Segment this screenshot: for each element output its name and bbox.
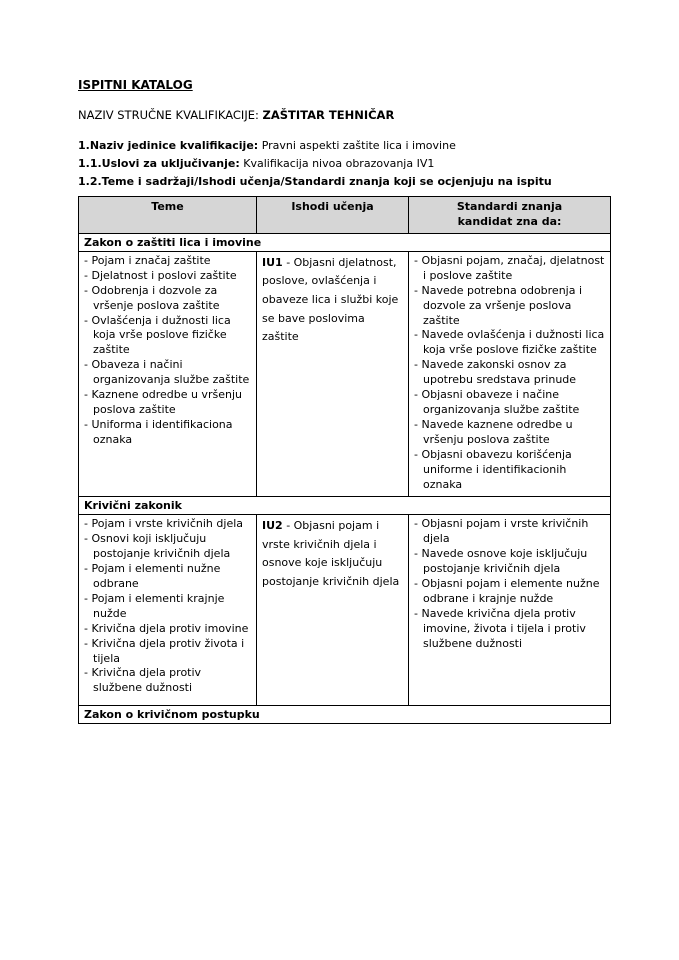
topics-heading-line bbox=[78, 173, 610, 191]
teme-list-item: - Osnovi koji isključuju postojanje krivičnih djela bbox=[84, 532, 251, 562]
inclusion-conditions-line bbox=[78, 155, 610, 173]
standardi-list-1 bbox=[414, 254, 605, 493]
inclusion-conditions-label: 1.1.Uslovi za uključivanje: bbox=[78, 157, 240, 170]
section-title-2: Krivični zakonik bbox=[79, 496, 611, 514]
ishodi-cell-1 bbox=[257, 251, 409, 496]
standardi-list-item: - Objasni pojam i elemente nužne odbrane i krajnje nužde bbox=[414, 577, 605, 607]
teme-list-2 bbox=[84, 517, 251, 696]
teme-list-item: - Pojam i elementi krajnje nužde bbox=[84, 592, 251, 622]
exam-table bbox=[78, 196, 611, 724]
column-header-standardi-line2: kandidat zna da: bbox=[457, 214, 562, 228]
teme-list-item: - Odobrenja i dozvole za vršenje poslova zaštite bbox=[84, 284, 251, 314]
inclusion-conditions-value: Kvalifikacija nivoa obrazovanja IV1 bbox=[243, 157, 435, 170]
table-header-row bbox=[79, 197, 611, 234]
section-content-row-2 bbox=[79, 514, 611, 705]
unit-name-value: Pravni aspekti zaštite lica i imovine bbox=[261, 139, 456, 152]
unit-name-label: 1.Naziv jedinice kvalifikacije: bbox=[78, 139, 259, 152]
column-header-teme: Teme bbox=[79, 197, 257, 234]
column-header-standardi-line1: Standardi znanja bbox=[456, 200, 563, 213]
section-header-row-3 bbox=[79, 706, 611, 724]
standardi-list-item: - Navede potrebna odobrenja i dozvole za vršenje poslova zaštite bbox=[414, 284, 605, 329]
unit-name-line bbox=[78, 137, 610, 155]
teme-list-1 bbox=[84, 254, 251, 448]
qualification-line bbox=[78, 108, 610, 122]
standardi-list-item: - Navede krivična djela protiv imovine, života i tijela i protiv službene dužnosti bbox=[414, 607, 605, 652]
qualification-value: ZAŠTITAR TEHNIČAR bbox=[262, 108, 395, 122]
section-title-1: Zakon o zaštiti lica i imovine bbox=[79, 233, 611, 251]
standardi-list-item: - Objasni pojam i vrste krivičnih djela bbox=[414, 517, 605, 547]
ishodi-text-2: - Objasni pojam i vrste krivičnih djela i osnove koje isključuju postojanje krivičnih djela bbox=[262, 518, 400, 588]
teme-cell-1 bbox=[79, 251, 257, 496]
section-content-row-1 bbox=[79, 251, 611, 496]
standardi-cell-2 bbox=[409, 514, 611, 705]
standardi-list-item: - Navede osnove koje isključuju postojanje krivičnih djela bbox=[414, 547, 605, 577]
ishodi-text-1: - Objasni djelatnost, poslove, ovlašćenja i obaveze lica i službi koje se bave poslovima zaštite bbox=[262, 255, 399, 344]
teme-list-item: - Kaznene odredbe u vršenju poslova zaštite bbox=[84, 388, 251, 418]
teme-list-item: - Krivična djela protiv imovine bbox=[84, 622, 251, 637]
standardi-cell-1 bbox=[409, 251, 611, 496]
teme-list-item: - Uniforma i identifikaciona oznaka bbox=[84, 418, 251, 448]
section-header-row-1 bbox=[79, 233, 611, 251]
column-header-ishodi: Ishodi učenja bbox=[257, 197, 409, 234]
teme-cell-2 bbox=[79, 514, 257, 705]
standardi-list-2 bbox=[414, 517, 605, 652]
teme-list-item: - Pojam i vrste krivičnih djela bbox=[84, 517, 251, 532]
section-header-row-2 bbox=[79, 496, 611, 514]
document-title: ISPITNI KATALOG bbox=[78, 78, 193, 92]
teme-list-item: - Pojam i značaj zaštite bbox=[84, 254, 251, 269]
teme-list-item: - Krivična djela protiv službene dužnosti bbox=[84, 666, 251, 696]
standardi-list-item: - Navede zakonski osnov za upotrebu sredstava prinude bbox=[414, 358, 605, 388]
standardi-list-item: - Objasni pojam, značaj, djelatnost i poslove zaštite bbox=[414, 254, 605, 284]
ishodi-cell-2 bbox=[257, 514, 409, 705]
teme-list-item: - Krivična djela protiv života i tijela bbox=[84, 637, 251, 667]
column-header-standardi bbox=[409, 197, 611, 234]
standardi-list-item: - Objasni obaveze i načine organizovanja službe zaštite bbox=[414, 388, 605, 418]
standardi-list-item: - Objasni obavezu korišćenja uniforme i identifikacionih oznaka bbox=[414, 448, 605, 493]
teme-list-item: - Obaveza i načini organizovanja službe zaštite bbox=[84, 358, 251, 388]
teme-list-item: - Ovlašćenja i dužnosti lica koja vrše poslove fizičke zaštite bbox=[84, 314, 251, 359]
standardi-list-item: - Navede ovlašćenja i dužnosti lica koja vrše poslove fizičke zaštite bbox=[414, 328, 605, 358]
section-title-3: Zakon o krivičnom postupku bbox=[79, 706, 611, 724]
topics-heading-label: 1.2.Teme i sadržaji/Ishodi učenja/Standardi znanja koji se ocjenjuju na ispitu bbox=[78, 175, 552, 188]
standardi-list-item: - Navede kaznene odredbe u vršenju poslova zaštite bbox=[414, 418, 605, 448]
teme-list-item: - Pojam i elementi nužne odbrane bbox=[84, 562, 251, 592]
ishodi-code-1: IU1 bbox=[262, 255, 283, 269]
qualification-label: NAZIV STRUČNE KVALIFIKACIJE: bbox=[78, 108, 259, 122]
teme-list-item: - Djelatnost i poslovi zaštite bbox=[84, 269, 251, 284]
ishodi-code-2: IU2 bbox=[262, 518, 283, 532]
row-spacer bbox=[84, 696, 251, 702]
